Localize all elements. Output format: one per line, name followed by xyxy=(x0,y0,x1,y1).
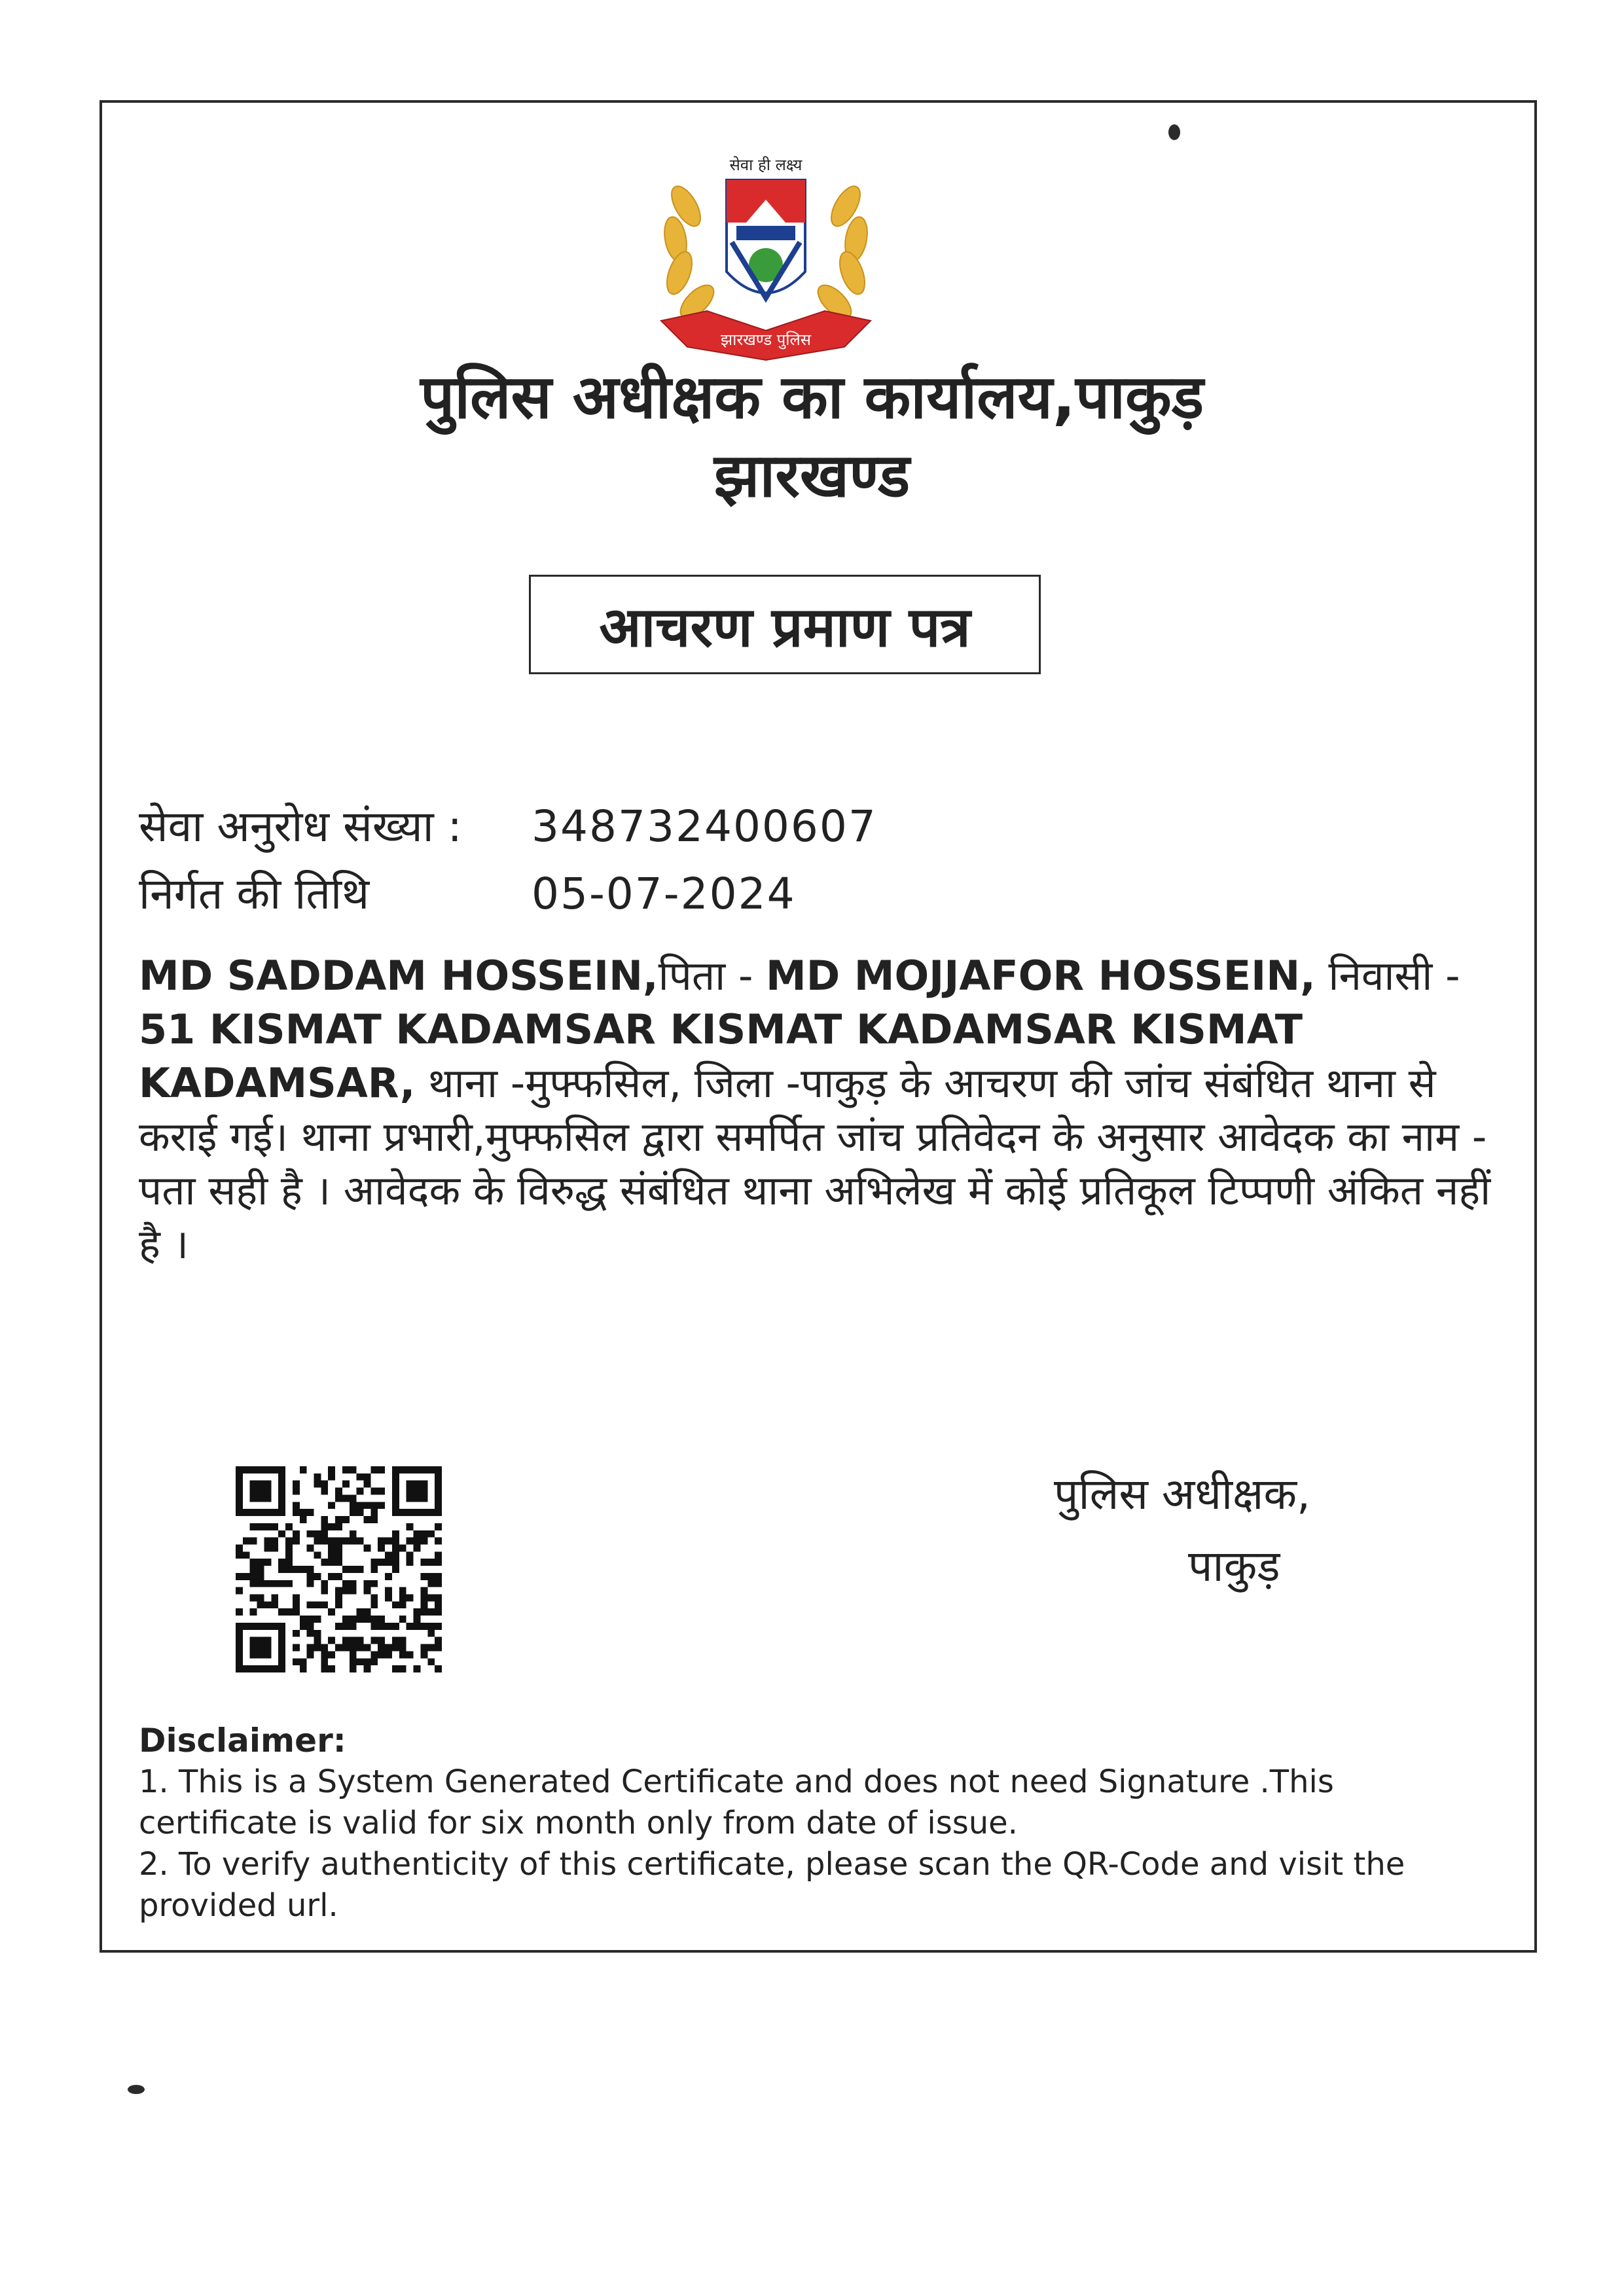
qr-code-icon[interactable] xyxy=(236,1466,442,1672)
resident-label: निवासी - xyxy=(1328,952,1460,1000)
applicant-address: 51 KISMAT KADAMSAR KISMAT KADAMSAR KISMAT KADAMSAR, xyxy=(139,1005,1303,1107)
issue-date-label: निर्गत की तिथि xyxy=(139,869,370,919)
emblem-motto: सेवा ही लक्ष्य xyxy=(729,156,803,174)
jharkhand-police-emblem-icon xyxy=(635,134,897,370)
scan-speck xyxy=(1168,124,1180,140)
certificate-title: आचरण प्रमाण पत्र xyxy=(529,575,1041,674)
scan-speck xyxy=(128,2085,145,2094)
issue-date-row xyxy=(139,863,796,922)
request-number-row xyxy=(139,795,877,854)
request-number-value: 348732400607 xyxy=(532,801,877,852)
emblem-ribbon-text: झारखण्ड पुलिस xyxy=(720,331,812,349)
office-name: पुलिस अधीक्षक का कार्यालय,पाकुड़ xyxy=(420,362,1204,432)
disclaimer xyxy=(139,1720,1481,1926)
issue-date-value: 05-07-2024 xyxy=(532,869,796,919)
signatory-title: पुलिस अधीक्षक, xyxy=(1054,1469,1311,1519)
certificate-body xyxy=(139,949,1513,1271)
signatory-place: पाकुड़ xyxy=(1188,1541,1280,1591)
father-name: MD MOJJAFOR HOSSEIN, xyxy=(766,952,1316,1000)
father-label: पिता - xyxy=(658,952,767,1000)
disclaimer-heading: Disclaimer: xyxy=(139,1722,346,1760)
verification-statement: थाना -मुफ्फसिल, जिला -पाकुड़ के आचरण की जांच संबंधित थाना से कराई गई। थाना प्रभारी,मुफ्फसिल द्वारा समर्पित जांच प्रतिवेदन के अनुसार आवेदक का नाम - पता सही है । आवेदक के विरुद्ध संबंधित थाना अभिलेख में कोई प्रतिकूल टिप्पणी अंकित नहीं है । xyxy=(139,1059,1491,1268)
applicant-name: MD SADDAM HOSSEIN, xyxy=(139,952,659,1000)
office-state: झारखण्ड xyxy=(713,441,911,511)
request-number-label: सेवा अनुरोध संख्या : xyxy=(139,801,462,852)
disclaimer-item-1: 1. This is a System Generated Certificate and does not need Signature .This certificate is valid for six month only from date of issue. xyxy=(139,1763,1334,1841)
disclaimer-item-2: 2. To verify authenticity of this certificate, please scan the QR-Code and visit the provided url. xyxy=(139,1846,1405,1924)
